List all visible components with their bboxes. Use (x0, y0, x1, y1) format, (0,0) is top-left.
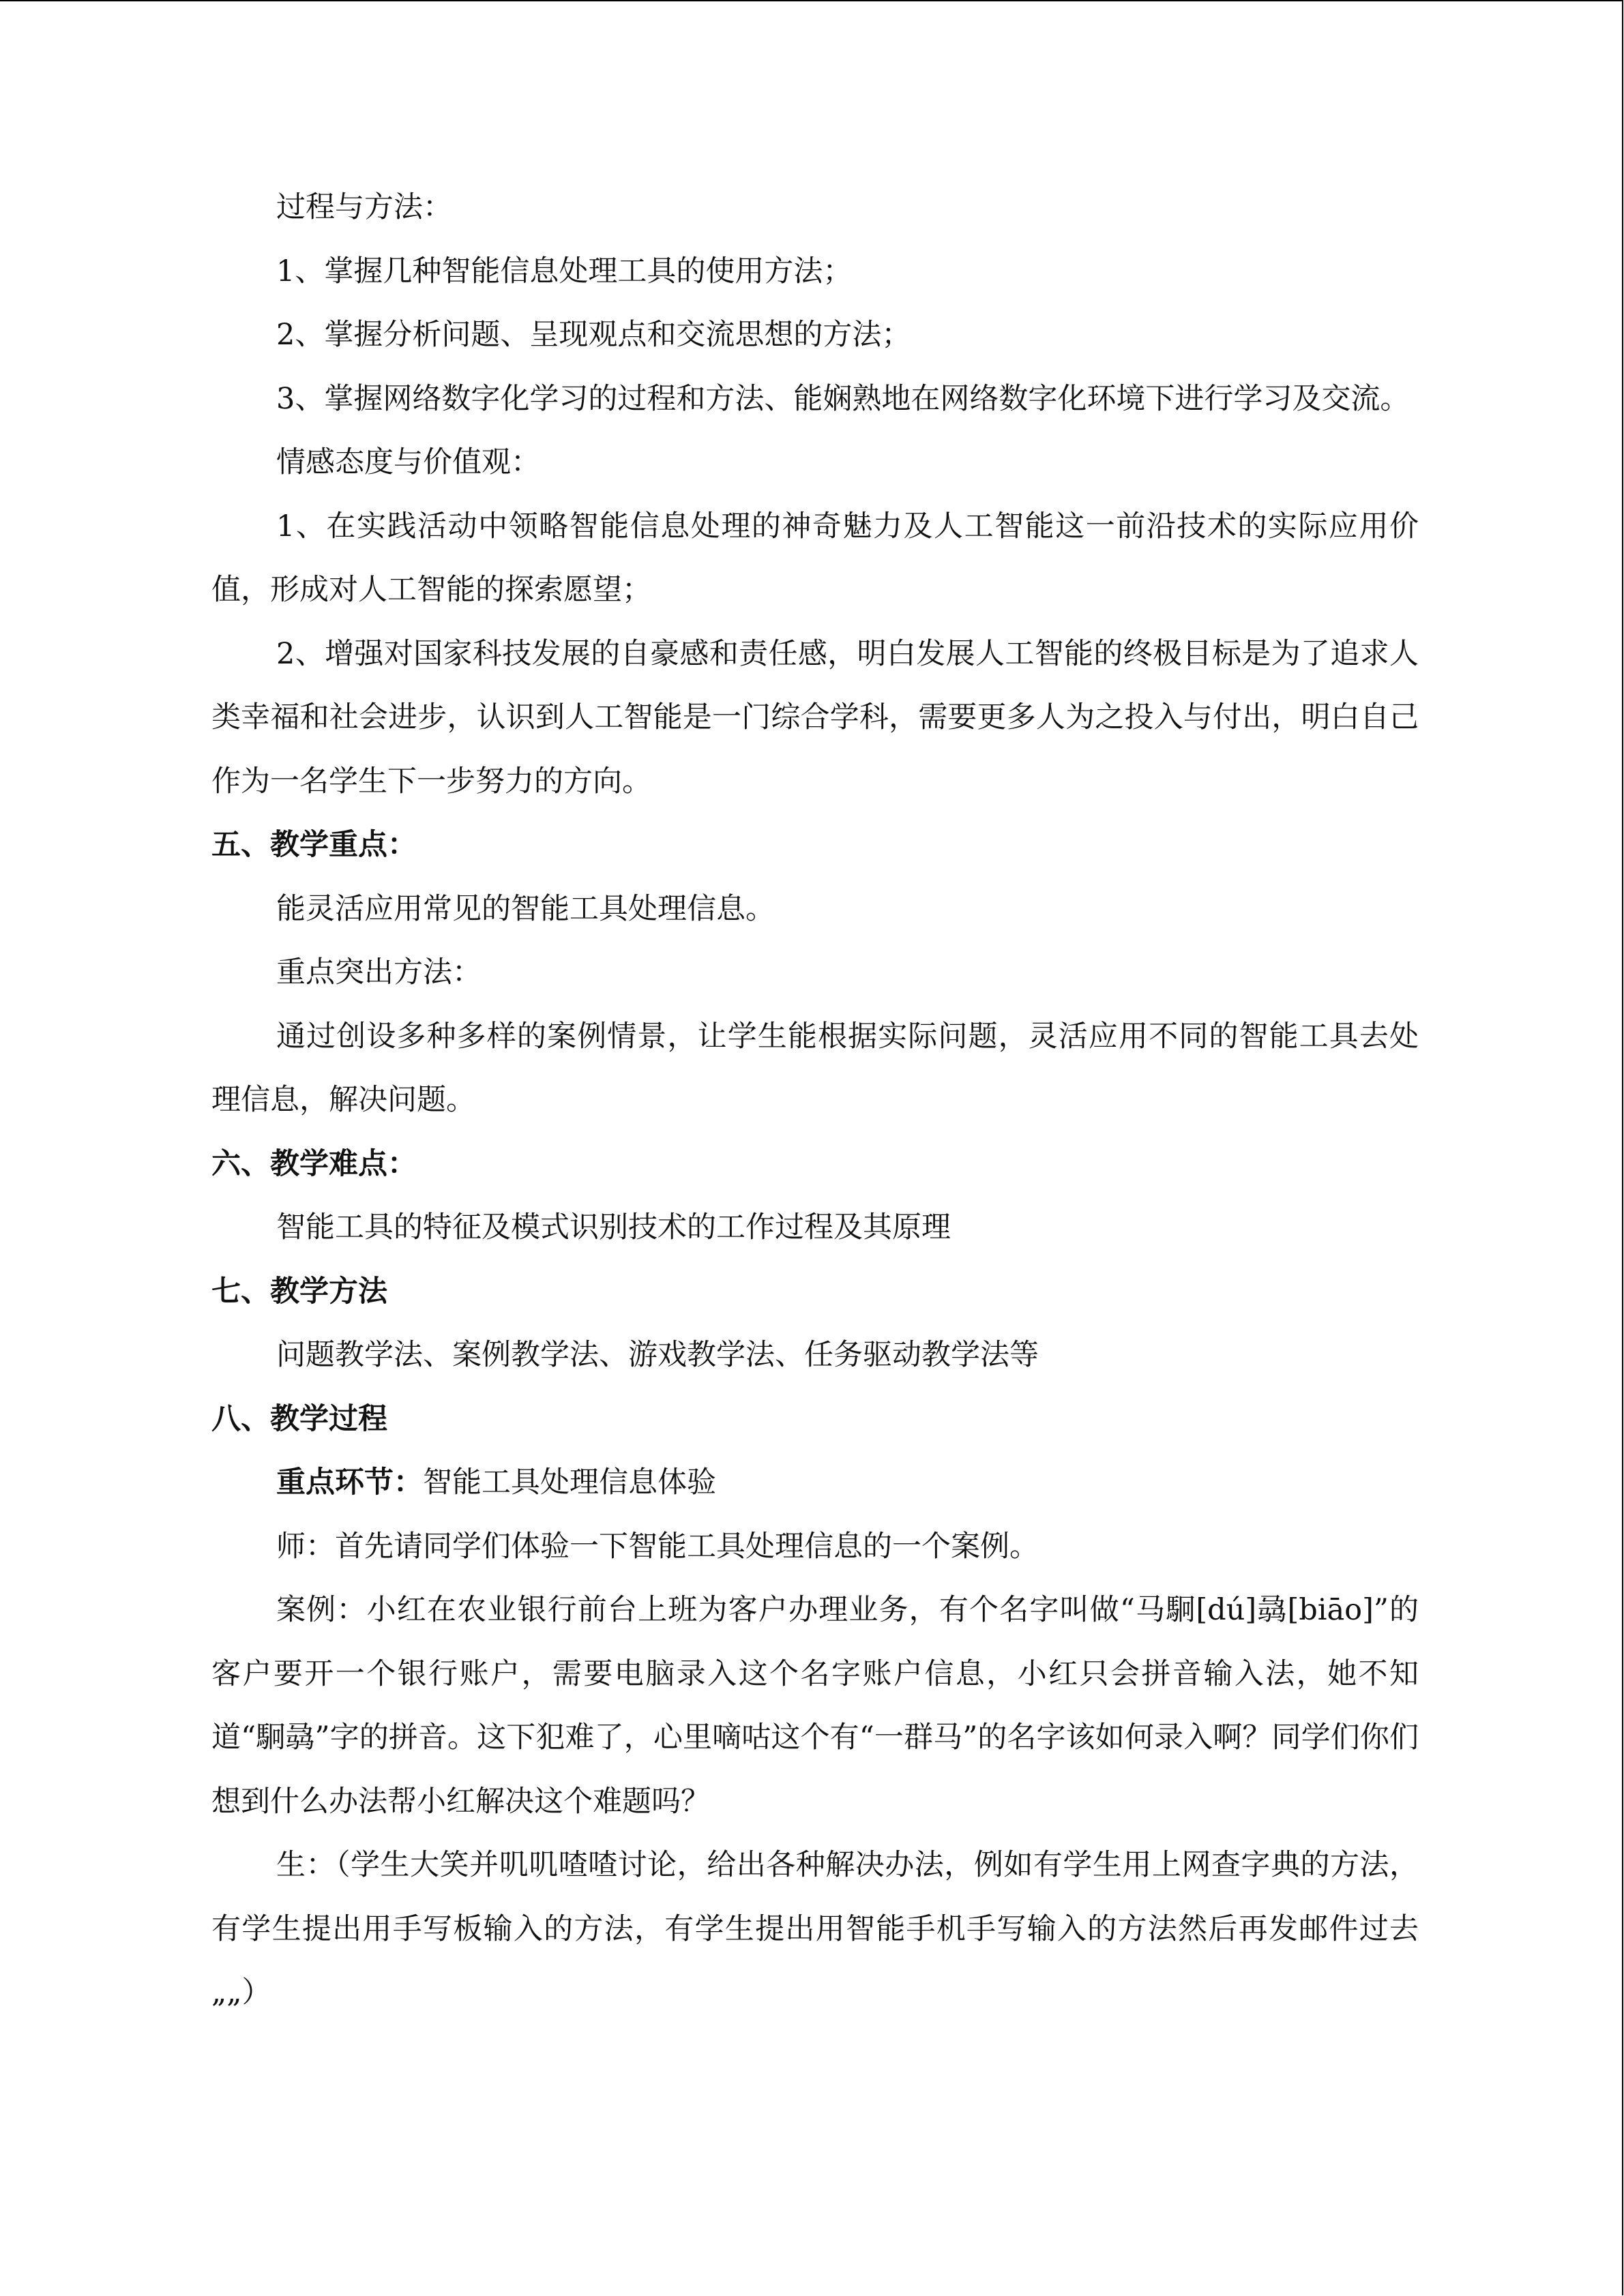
section-heading: 五、教学重点： (211, 828, 417, 862)
section-heading: 八、教学过程 (211, 1401, 387, 1436)
bold-label: 重点环节： (276, 1465, 423, 1500)
paragraph: 重点突出方法： (276, 955, 482, 989)
document-body (211, 176, 1419, 2025)
paragraph: 通过创设多种多样的案例情景，让学生能根据实际问题，灵活应用不同的智能工具去处理信息，解决问题。 (211, 1019, 1419, 1117)
paragraph: 能灵活应用常见的智能工具处理信息。 (276, 891, 775, 926)
paragraph: 1、在实践活动中领略智能信息处理的神奇魅力及人工智能这一前沿技术的实际应用价值，形成对人工智能的探索愿望； (211, 509, 1419, 607)
paragraph: 2、增强对国家科技发展的自豪感和责任感，明白发展人工智能的终极目标是为了追求人类幸福和社会进步，认识到人工智能是一门综合学科，需要更多人为之投入与付出，明白自己作为一名学生下一步努力的方向。 (211, 636, 1419, 799)
paragraph: 问题教学法、案例教学法、游戏教学法、任务驱动教学法等 (276, 1338, 1039, 1372)
paragraph (211, 1451, 1419, 1515)
paragraph: 过程与方法： (276, 190, 452, 224)
paragraph: 1、掌握几种智能信息处理工具的使用方法； (276, 254, 853, 288)
paragraph: 2、掌握分析问题、呈现观点和交流思想的方法； (276, 318, 911, 352)
section-heading: 七、教学方法 (211, 1274, 387, 1309)
paragraph: 生：（学生大笑并叽叽喳喳讨论，给出各种解决办法，例如有学生用上网查字典的方法，有学生提出用手写板输入的方法，有学生提出用智能手机手写输入的方法然后再发邮件过去„„） (211, 1848, 1419, 2010)
section-heading: 六、教学难点： (211, 1146, 417, 1181)
paragraph: 情感态度与价值观： (276, 445, 540, 479)
paragraph: 案例：小红在农业银行前台上班为客户办理业务，有个名字叫做“马駉[dú]骉[biāo]”的客户要开一个银行账户，需要电脑录入这个名字账户信息，小红只会拼音输入法，她不知道“駉骉”字的拼音。这下犯难了，心里嘀咕这个有“一群马”的名字该如何录入啊？同学们你们想到什么办法帮小红解决这个难题吗？ (211, 1593, 1419, 1819)
paragraph: 3、掌握网络数字化学习的过程和方法、能娴熟地在网络数字化环境下进行学习及交流。 (276, 381, 1410, 416)
paragraph: 师：首先请同学们体验一下智能工具处理信息的一个案例。 (276, 1529, 1039, 1564)
paragraph: 智能工具的特征及模式识别技术的工作过程及其原理 (276, 1210, 951, 1244)
paragraph-text: 智能工具处理信息体验 (423, 1465, 716, 1500)
